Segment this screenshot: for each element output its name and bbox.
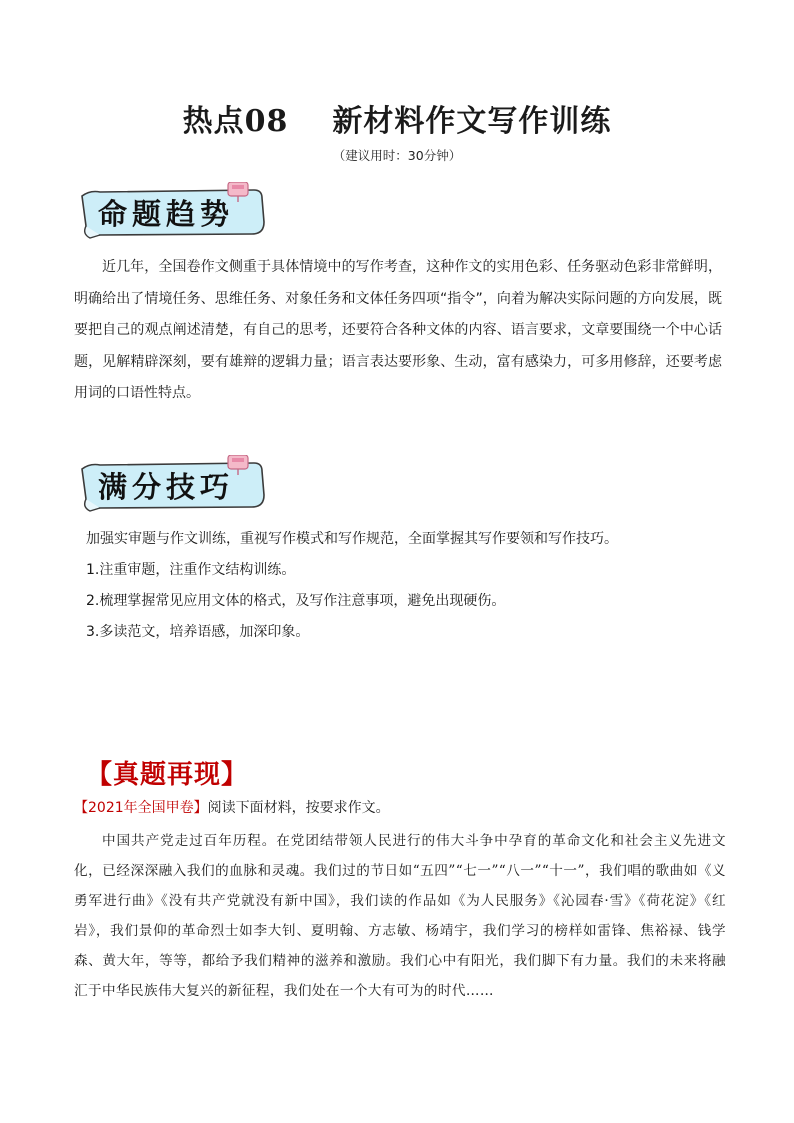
- exam-section-heading: 【真题再现】: [86, 760, 249, 790]
- exam-source-line: [74, 797, 390, 817]
- section-banner-tips: [78, 455, 268, 513]
- section-banner-label: 满分技巧: [98, 470, 235, 504]
- title-topic: 新材料作文写作训练: [332, 104, 612, 139]
- list-item: 1.注重审题，注重作文结构训练。: [86, 562, 296, 578]
- list-item: 3.多读范文，培养语感，加深印象。: [86, 624, 310, 640]
- page-title: [0, 96, 794, 140]
- list-item: 加强实审题与作文训练，重视写作模式和写作规范，全面掌握其写作要领和写作技巧。: [86, 531, 618, 547]
- list-item: 2.梳理掌握常见应用文体的格式，及写作注意事项，避免出现硬伤。: [86, 593, 506, 609]
- exam-instruction: 阅读下面材料，按要求作文。: [207, 800, 390, 816]
- exam-material: 中国共产党走过百年历程。在党团结带领人民进行的伟大斗争中孕育的革命文化和社会主义先进文化，已经深深融入我们的血脉和灵魂。我们过的节日如“五四”“七一”“八一”“十一”，我们唱的歌曲如《义勇军进行曲》《没有共产党就没有新中国》，我们读的作品如《为人民服务》《沁园春·雪》《荷花淀》《红岩》，我们景仰的革命烈士如李大钊、夏明翰、方志敏、杨靖宇，我们学习的榜样如雷锋、焦裕禄、钱学森、黄大年，等等，都给予我们精神的滋养和激励。我们心中有阳光，我们脚下有力量。我们的未来将融汇于中华民族伟大复兴的新征程，我们处在一个大有可为的时代……: [74, 833, 726, 999]
- suggested-time: （建议用时：30分钟）: [332, 148, 462, 163]
- title-hotspot: 热点08: [182, 104, 289, 139]
- tips-list: [86, 524, 726, 648]
- exam-source-tag: 【2021年全国甲卷】: [74, 800, 208, 816]
- section-banner-trend: [78, 182, 268, 240]
- section-banner-label: 命题趋势: [98, 197, 235, 231]
- trend-paragraph: 近几年，全国卷作文侧重于具体情境中的写作考查，这种作文的实用色彩、任务驱动色彩非常鲜明，明确给出了情境任务、思维任务、对象任务和文体任务四项“指令”，向着为解决实际问题的方向发展，既要把自己的观点阐述清楚，有自己的思考，还要符合各种文体的内容、语言要求，文章要围绕一个中心话题，见解精辟深刻，要有雄辩的逻辑力量；语言表达要形象、生动，富有感染力，可多用修辞，还要考虑用词的口语性特点。: [74, 259, 722, 401]
